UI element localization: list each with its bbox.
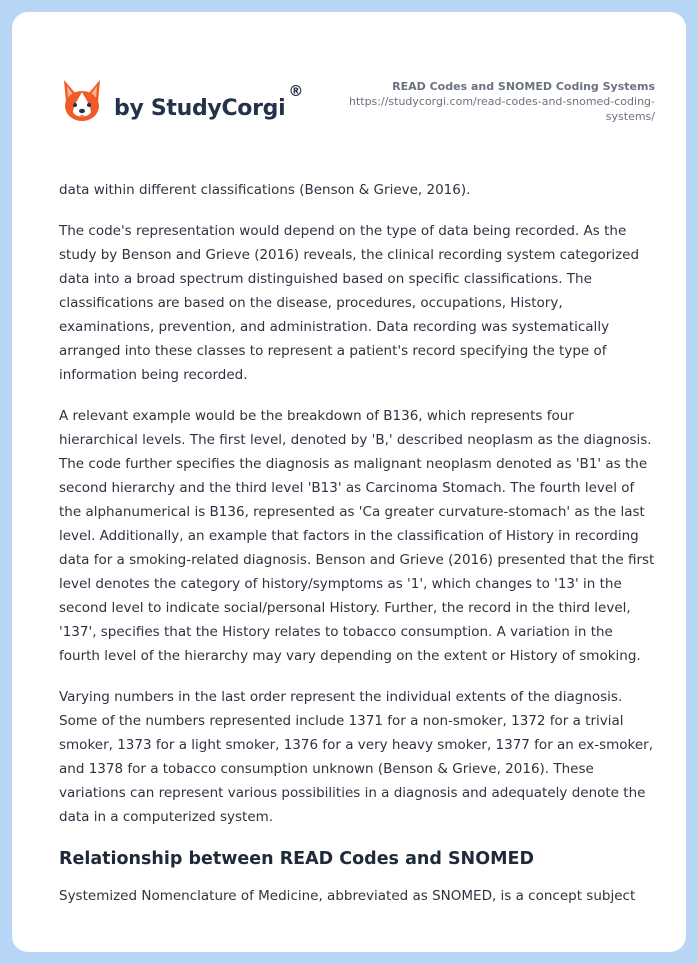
document-title: READ Codes and SNOMED Coding Systems <box>392 80 655 93</box>
document-meta <box>315 79 655 124</box>
document-page <box>12 12 686 952</box>
paragraph-2: The code's representation would depend on the type of data being recorded. As the study by Benson and Grieve (2016) reveals, the clinical recording system categorized data into a broad spectrum distinguished based on specific classifications. The classifications are based on the disease, procedures, occupations, History, examinations, prevention, and administration. Data recording was systematically arranged into these classes to represent a patient's record specifying the type of information being recorded. <box>59 223 640 383</box>
studycorgi-logo[interactable] <box>60 78 303 124</box>
registered-mark: ® <box>288 82 304 100</box>
corgi-head-icon <box>60 78 104 124</box>
brand-name: by StudyCorgi <box>114 95 286 121</box>
paragraph-4: Varying numbers in the last order represent the individual extents of the diagnosis. Some of the numbers represented include 1371 for a non-smoker, 1372 for a trivial smoker, 1373 for a light smoker, 1376 for a very heavy smoker, 1377 for an ex-smoker, and 1378 for a tobacco consumption unknown (Benson & Grieve, 2016). These variations can represent various possibilities in a diagnosis and adequately denote the data in a computerized system. <box>59 689 654 825</box>
paragraph-3: A relevant example would be the breakdown of B136, which represents four hierarchical levels. The first level, denoted by 'B,' described neoplasm as the diagnosis. The code further specifies the diagnosis as malignant neoplasm denoted as 'B1' as the second hierarchy and the third level 'B13' as Carcinoma Stomach. The fourth level of the alphanumerical is B136, represented as 'Ca greater curvature-stomach' as the last level. Additionally, an example that factors in the classification of History in recording data for a smoking-related diagnosis. Benson and Grieve (2016) presented that the first level denotes the category of history/symptoms as '1', which changes to '13' in the second level to indicate social/personal History. Further, the record in the third level, '137', specifies that the History relates to tobacco consumption. A variation in the fourth level of the hierarchy may vary depending on the extent or History of smoking. <box>59 408 655 664</box>
paragraph-5: Systemized Nomenclature of Medicine, abbreviated as SNOMED, is a concept subject <box>59 888 636 904</box>
section-heading: Relationship between READ Codes and SNOMED <box>59 849 534 869</box>
article-body <box>59 178 655 925</box>
document-url[interactable]: https://studycorgi.com/read-codes-and-snomed-coding-systems/ <box>348 95 655 123</box>
paragraph-1: data within different classifications (Benson & Grieve, 2016). <box>59 182 471 198</box>
